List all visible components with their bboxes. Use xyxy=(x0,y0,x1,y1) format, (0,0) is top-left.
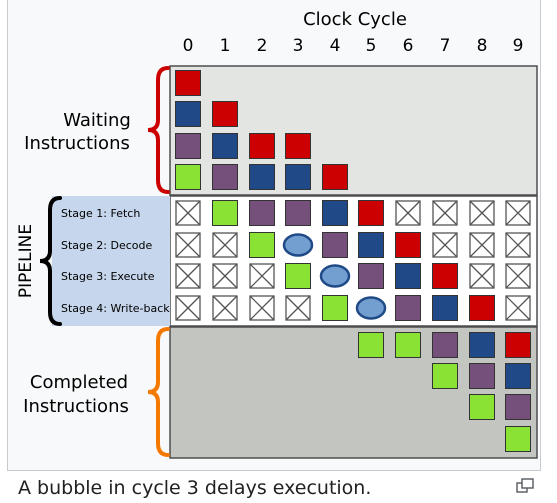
cycle-number-3: 3 xyxy=(292,36,304,56)
empty-stage-cell xyxy=(506,201,530,225)
empty-stage-cell xyxy=(176,201,200,225)
pipeline-instruction-red xyxy=(470,296,495,321)
pipeline-label: PIPELINE xyxy=(16,223,36,299)
pipeline-bubble xyxy=(357,298,385,319)
empty-stage-cell xyxy=(286,296,310,320)
waiting-instruction-green xyxy=(176,165,201,190)
pipeline-instruction-blue xyxy=(433,296,458,321)
waiting-instruction-blue xyxy=(176,102,201,127)
empty-stage-cell xyxy=(213,264,237,288)
pipeline-instruction-blue xyxy=(396,264,421,289)
waiting-instruction-purple xyxy=(176,134,201,159)
completed-instruction-purple xyxy=(470,364,495,389)
pipeline-instruction-purple xyxy=(359,264,384,289)
cycle-number-6: 6 xyxy=(402,36,414,56)
completed-instruction-green xyxy=(470,395,495,420)
pipeline-instruction-purple xyxy=(396,296,421,321)
pipeline-diagram xyxy=(14,0,544,468)
pipeline-instruction-purple xyxy=(250,201,275,226)
waiting-instruction-red xyxy=(250,134,275,159)
clock-cycle-title: Clock Cycle xyxy=(303,9,407,30)
completed-instruction-blue xyxy=(506,364,531,389)
pipeline-instruction-red xyxy=(433,264,458,289)
stage-label-4: Stage 4: Write-back xyxy=(61,302,170,315)
figure-caption: A bubble in cycle 3 delays execution. xyxy=(18,477,372,499)
cycle-number-1: 1 xyxy=(219,36,231,56)
empty-stage-cell xyxy=(250,264,274,288)
empty-stage-cell xyxy=(433,233,457,257)
empty-stage-cell xyxy=(470,201,494,225)
stage-label-2: Stage 2: Decode xyxy=(61,239,153,252)
completed-instruction-purple xyxy=(433,333,458,358)
pipeline-instruction-green xyxy=(250,233,275,258)
completed-instruction-red xyxy=(506,333,531,358)
cycle-number-9: 9 xyxy=(512,36,524,56)
empty-stage-cell xyxy=(213,233,237,257)
pipeline-instruction-green xyxy=(286,264,311,289)
waiting-label-line2: Instructions xyxy=(24,133,130,154)
empty-stage-cell xyxy=(506,264,530,288)
waiting-label-line1: Waiting xyxy=(63,110,131,131)
completed-instruction-purple xyxy=(506,395,531,420)
empty-stage-cell xyxy=(506,296,530,320)
completed-instruction-green xyxy=(396,333,421,358)
pipeline-instruction-green xyxy=(213,201,238,226)
completed-label-line1: Completed xyxy=(29,372,129,393)
empty-stage-cell xyxy=(470,264,494,288)
stage-label-3: Stage 3: Execute xyxy=(61,270,155,283)
waiting-instruction-blue xyxy=(213,134,238,159)
empty-stage-cell xyxy=(506,233,530,257)
pipeline-instruction-purple xyxy=(323,233,348,258)
empty-stage-cell xyxy=(433,201,457,225)
cycle-number-5: 5 xyxy=(365,36,377,56)
completed-brace xyxy=(148,329,168,455)
cycle-number-8: 8 xyxy=(476,36,488,56)
waiting-instruction-red xyxy=(323,165,348,190)
pipeline-instruction-purple xyxy=(286,201,311,226)
pipeline-instruction-blue xyxy=(323,201,348,226)
pipeline-instruction-red xyxy=(396,233,421,258)
empty-stage-cell xyxy=(176,264,200,288)
cycle-number-2: 2 xyxy=(256,36,268,56)
waiting-instruction-blue xyxy=(250,165,275,190)
waiting-brace xyxy=(148,68,168,192)
enlarge-icon[interactable] xyxy=(516,478,534,494)
empty-stage-cell xyxy=(176,233,200,257)
completed-instruction-green xyxy=(506,427,531,452)
completed-instruction-green xyxy=(433,364,458,389)
pipeline-instruction-red xyxy=(359,201,384,226)
waiting-instruction-red xyxy=(213,102,238,127)
pipeline-bubble xyxy=(284,235,312,256)
cycle-number-7: 7 xyxy=(439,36,451,56)
empty-stage-cell xyxy=(250,296,274,320)
stage-label-1: Stage 1: Fetch xyxy=(61,207,141,220)
waiting-instruction-red xyxy=(176,71,201,96)
completed-instruction-green xyxy=(359,333,384,358)
empty-stage-cell xyxy=(396,201,420,225)
cycle-number-4: 4 xyxy=(329,36,341,56)
empty-stage-cell xyxy=(470,233,494,257)
completed-instruction-blue xyxy=(470,333,495,358)
waiting-instruction-red xyxy=(286,134,311,159)
waiting-instruction-purple xyxy=(213,165,238,190)
pipeline-instruction-blue xyxy=(359,233,384,258)
pipeline-bubble xyxy=(321,266,349,287)
empty-stage-cell xyxy=(213,296,237,320)
waiting-instruction-blue xyxy=(286,165,311,190)
cycle-number-0: 0 xyxy=(182,36,194,56)
pipeline-instruction-green xyxy=(323,296,348,321)
completed-label-line2: Instructions xyxy=(23,396,129,417)
empty-stage-cell xyxy=(176,296,200,320)
